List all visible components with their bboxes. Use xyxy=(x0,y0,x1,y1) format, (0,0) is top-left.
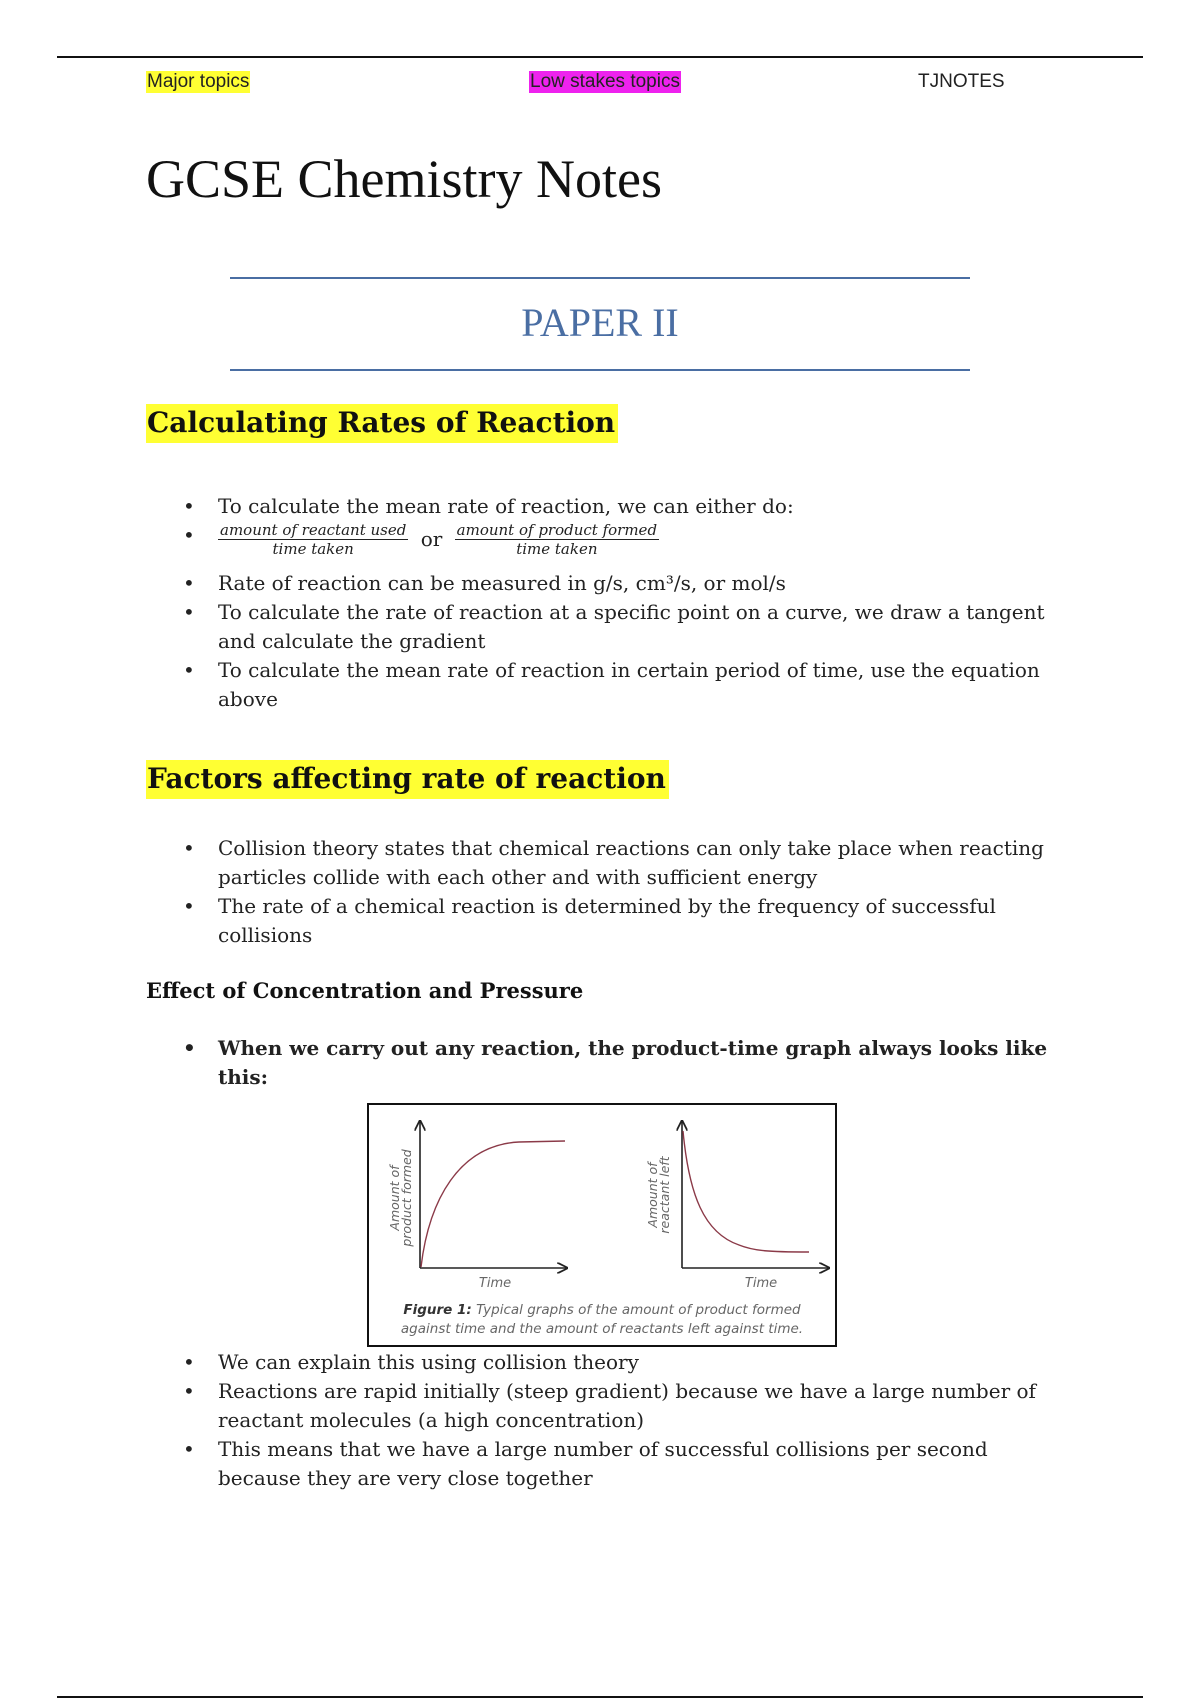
figure-caption xyxy=(369,1301,835,1339)
paper-title: PAPER II xyxy=(521,300,679,345)
list-item xyxy=(146,569,1076,598)
left-ylabel-2: product formed xyxy=(399,1149,414,1247)
collision-bullet-list xyxy=(146,1348,1076,1493)
list-item xyxy=(146,492,1076,521)
list-item xyxy=(146,1377,1076,1435)
right-ylabel-2: reactant left xyxy=(657,1156,672,1234)
list-item xyxy=(146,892,1076,950)
fraction-numerator: • amount of reactant used xyxy=(220,521,407,539)
top-rule xyxy=(57,56,1143,58)
section-heading-factors: Factors affecting rate of reaction xyxy=(146,760,669,799)
figure-graphs xyxy=(369,1105,835,1305)
bullet-text: To calculate the rate of reaction at a specific point on a curve, we draw a tangent and calculate the gradient xyxy=(218,600,1045,653)
header xyxy=(146,71,1196,101)
formula-item xyxy=(146,521,1076,569)
list-item xyxy=(146,656,1076,714)
paper-rule-bottom xyxy=(230,369,970,371)
fraction-denominator: time taken xyxy=(272,540,354,558)
list-item xyxy=(146,1034,1076,1092)
figure-1 xyxy=(367,1103,837,1347)
paper-rule-top xyxy=(230,277,970,279)
left-xlabel: Time xyxy=(478,1276,512,1291)
fraction-product xyxy=(455,521,659,558)
list-item xyxy=(146,1348,1076,1377)
caption-line-2: against time and the amount of reactants left against time. xyxy=(400,1321,804,1337)
bullet-text: When we carry out any reaction, the product-time graph always looks like this: xyxy=(218,1036,1048,1089)
fraction-reactant xyxy=(218,521,408,558)
caption-label: Figure 1: xyxy=(403,1302,472,1318)
bullet-text: This means that we have a large number of successful collisions per second because they are very close together xyxy=(218,1437,988,1490)
low-stakes-topics-tag: Low stakes topics xyxy=(530,71,680,92)
graph-intro-list xyxy=(146,1034,1076,1092)
brand-label: TJNOTES xyxy=(918,71,1005,92)
bullet-text: Rate of reaction can be measured in g/s, cm³/s, or mol/s xyxy=(218,571,786,595)
reactant-curve xyxy=(683,1131,809,1252)
bullet-text: We can explain this using collision theory xyxy=(218,1350,639,1374)
list-item xyxy=(146,834,1076,892)
fraction-numerator: amount of product formed xyxy=(456,521,658,539)
major-topics-tag: Major topics xyxy=(147,71,250,92)
section-heading-rates: Calculating Rates of Reaction xyxy=(146,404,618,443)
product-curve xyxy=(421,1141,565,1267)
bullet-text: To calculate the mean rate of reaction, we can either do: xyxy=(218,494,794,518)
factors-bullet-list xyxy=(146,834,1076,950)
list-item xyxy=(146,1435,1076,1493)
bottom-rule xyxy=(57,1696,1143,1698)
list-item xyxy=(146,598,1076,656)
right-ylabel-1: Amount of xyxy=(645,1162,660,1228)
bullet-text: The rate of a chemical reaction is determined by the frequency of successful collisions xyxy=(218,894,996,947)
bullet-text: To calculate the mean rate of reaction in certain period of time, use the equation above xyxy=(218,658,1040,711)
right-xlabel: Time xyxy=(744,1276,778,1291)
subheading-concentration: Effect of Concentration and Pressure xyxy=(146,978,584,1003)
bullet-text: Reactions are rapid initially (steep gradient) because we have a large number of reactant molecules (a high concentration) xyxy=(218,1379,1036,1432)
fraction-denominator: time taken xyxy=(516,540,598,558)
left-ylabel-1: Amount of xyxy=(387,1165,402,1231)
or-word: or xyxy=(420,527,443,551)
bullet-text: Collision theory states that chemical reactions can only take place when reacting particles collide with each other and with sufficient energy xyxy=(218,836,1044,889)
page-title: GCSE Chemistry Notes xyxy=(146,149,663,209)
caption-line-1: Typical graphs of the amount of product formed xyxy=(476,1302,801,1318)
rates-bullet-list xyxy=(146,492,1076,714)
